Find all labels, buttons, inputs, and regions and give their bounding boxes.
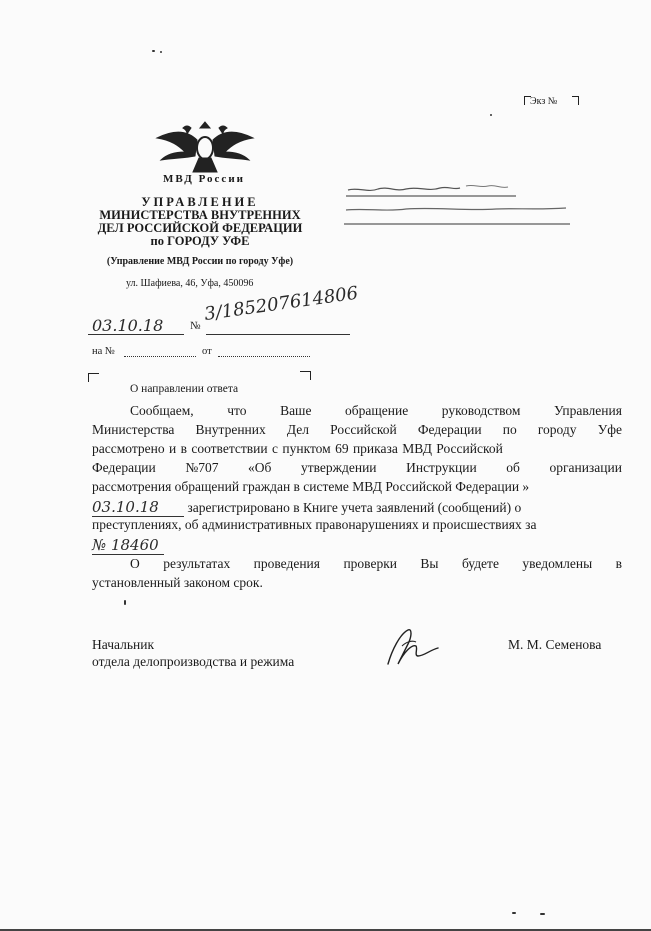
body-word: Инструкции <box>406 460 477 475</box>
registration-number: № 18460 <box>92 536 164 555</box>
body-line-6 <box>92 498 622 517</box>
body-word: руководством <box>441 403 521 418</box>
body-word: Федерации <box>92 460 156 475</box>
org-line-2: МИНИСТЕРСТВА ВНУТРЕННИХ <box>99 208 301 222</box>
body-line-4 <box>92 460 622 476</box>
body-line-1 <box>130 403 622 419</box>
body-word: Дел <box>286 422 310 437</box>
signer-title-line-1: Начальник <box>92 637 155 652</box>
body-word: Управления <box>554 403 622 418</box>
signer-title-line-2: отдела делопроизводства и режима <box>92 654 295 669</box>
outgoing-number: 3/185207614806 <box>203 282 360 325</box>
body-word: Федерации <box>417 422 482 437</box>
body-line-10: установленный законом срок. <box>92 575 263 590</box>
body-word: Уфе <box>597 422 622 437</box>
outgoing-date: 03.10.18 <box>92 316 164 335</box>
body-word: Российской <box>330 422 397 437</box>
body-word: в <box>615 556 622 571</box>
signer-name: М. М. Семенова <box>508 637 602 652</box>
subject-line: О направлении ответа <box>130 383 239 395</box>
registration-date: 03.10.18 <box>92 498 184 517</box>
reply-to-date-label: от <box>202 346 212 357</box>
reply-to-number-line <box>124 356 196 357</box>
body-word: Внутренних <box>195 422 266 437</box>
scan-speck <box>490 114 492 116</box>
scan-speck <box>152 50 155 52</box>
organization-name <box>80 196 320 248</box>
body-line-9 <box>130 556 622 572</box>
body-word: что <box>227 403 247 418</box>
body-line-6-text: зарегистрировано в Книге учета заявлений (сообщений) о <box>187 500 522 515</box>
body-word: обращение <box>345 403 409 418</box>
copy-number-label: Экз № <box>530 96 558 107</box>
scan-speck <box>160 51 162 53</box>
org-line-1: УПРАВЛЕНИЕ <box>141 195 259 209</box>
outgoing-number-sign: № <box>190 320 201 332</box>
handwritten-signature-icon <box>382 626 440 668</box>
signer-title <box>92 636 294 670</box>
scan-speck <box>540 913 545 915</box>
body-word: О <box>130 556 140 571</box>
copy-bracket-right <box>572 96 579 105</box>
body-word: Сообщаем, <box>130 403 194 418</box>
body-word: уведомлены <box>522 556 593 571</box>
subject-bracket-right <box>300 371 311 380</box>
body-word: «Об <box>248 460 272 475</box>
body-word: об <box>506 460 520 475</box>
addressee-redacted-block <box>336 176 576 236</box>
body-word: проведения <box>253 556 320 571</box>
body-word: утверждении <box>300 460 377 475</box>
body-line-3: рассмотрено и в соответствии с пунктом 69 приказа МВД Российской <box>92 441 503 456</box>
scan-speck <box>512 912 516 914</box>
body-word: Вы <box>420 556 439 571</box>
body-line-7: преступлениях, об административных правонарушениях и происшествиях за <box>92 517 537 532</box>
body-line-8 <box>92 536 622 555</box>
mvd-eagle-emblem-icon <box>155 118 255 178</box>
ministry-short-name: МВД России <box>162 173 245 185</box>
outgoing-date-line <box>88 334 184 335</box>
body-word: организации <box>549 460 622 475</box>
body-word: по <box>502 422 517 437</box>
body-word: №707 <box>185 460 219 475</box>
body-line-2 <box>92 422 622 438</box>
body-word: результатах <box>163 556 231 571</box>
outgoing-number-line <box>206 334 350 335</box>
reply-to-date-line <box>218 356 310 357</box>
body-word: Министерства <box>92 422 175 437</box>
org-line-4: по ГОРОДУ УФЕ <box>150 234 250 248</box>
scan-speck <box>124 600 126 605</box>
org-line-3: ДЕЛ РОССИЙСКОЙ ФЕДЕРАЦИИ <box>97 221 303 235</box>
body-word: городу <box>537 422 577 437</box>
reply-to-number-label: на № <box>92 346 115 357</box>
subject-bracket-left <box>88 373 99 382</box>
organization-address: ул. Шафиева, 46, Уфа, 450096 <box>126 278 254 289</box>
body-line-5: рассмотрения обращений граждан в системе МВД Российской Федерации » <box>92 479 530 494</box>
body-word: Ваше <box>280 403 312 418</box>
organization-short-name: (Управление МВД России по городу Уфе) <box>106 256 294 267</box>
body-word: проверки <box>343 556 397 571</box>
body-word: будете <box>461 556 499 571</box>
